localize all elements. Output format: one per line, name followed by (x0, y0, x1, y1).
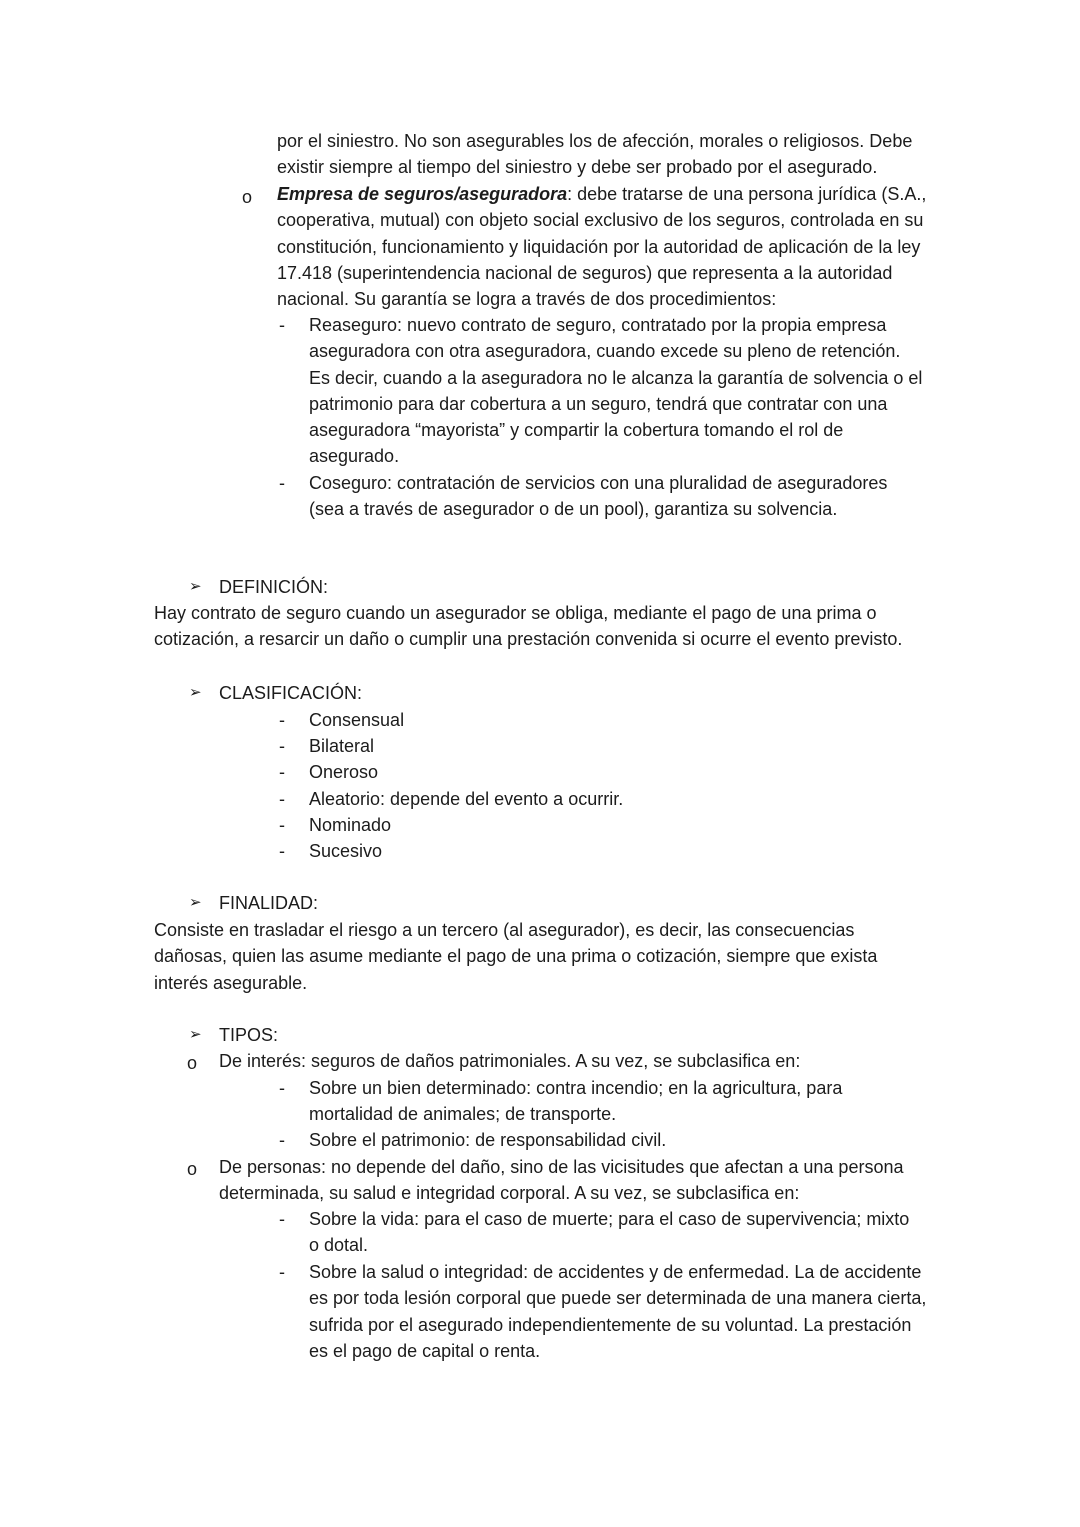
clasificacion-item: Nominado (309, 815, 392, 835)
clasificacion-heading: CLASIFICACIÓN: (219, 683, 363, 703)
finalidad-paragraph: Consiste en trasladar el riesgo a un tercero (al asegurador), es decir, las consecuencias dañosas, quien las asume mediante el pago de una prima o cotización, siempre que exista interés asegurable. (154, 920, 878, 993)
arrow-bullet: ➢ (189, 684, 202, 701)
circle-bullet: o (187, 1159, 198, 1179)
tipos-interes: De interés: seguros de daños patrimoniales. A su vez, se subclasifica en: (219, 1051, 801, 1071)
dash-bullet: - (279, 815, 285, 835)
dash-bullet: - (279, 1209, 285, 1229)
circle-bullet: o (187, 1053, 198, 1073)
empresa-term: Empresa de seguros/aseguradora (277, 184, 568, 204)
dash-bullet: - (279, 473, 285, 493)
finalidad-heading: FINALIDAD: (219, 893, 319, 913)
dash-bullet: - (279, 1078, 285, 1098)
arrow-bullet: ➢ (189, 1026, 202, 1043)
personas-item: Sobre la salud o integridad: de accidentes y de enfermedad. La de accidente es por toda lesión corporal que puede ser determinada de una manera cierta, sufrida por el asegurado independientemente de su voluntad. La prestación es el pago de capital o renta. (309, 1262, 927, 1361)
dash-bullet: - (279, 736, 285, 756)
dash-bullet: - (279, 762, 285, 782)
clasificacion-item: Consensual (309, 710, 405, 730)
clasificacion-item: Oneroso (309, 762, 379, 782)
clasificacion-item: Aleatorio: depende del evento a ocurrir. (309, 789, 624, 809)
dash-bullet: - (279, 841, 285, 861)
dash-bullet: - (279, 1262, 285, 1282)
clasificacion-item: Sucesivo (309, 841, 383, 861)
dash-bullet: - (279, 315, 285, 335)
clasificacion-item: Bilateral (309, 736, 375, 756)
personas-item: Sobre la vida: para el caso de muerte; para el caso de supervivencia; mixto o dotal. (309, 1209, 910, 1256)
empresa-paragraph (277, 181, 927, 312)
definicion-heading: DEFINICIÓN: (219, 577, 329, 597)
arrow-bullet: ➢ (189, 894, 202, 911)
tipos-personas: De personas: no depende del daño, sino de las vicisitudes que afectan a una persona determinada, su salud e integridad corporal. A su vez, se subclasifica en: (219, 1157, 904, 1204)
empresa-text: : debe tratarse de una persona jurídica (S.A., cooperativa, mutual) con objeto social exclusivo de los seguros, controlada en su constitución, funcionamiento y liquidación por la autoridad de aplicación de la ley 17.418 (superintendencia nacional de seguros) que representa a la autoridad nacional. Su garantía se logra a través de dos procedimientos: (277, 184, 927, 310)
interes-item: Sobre un bien determinado: contra incendio; en la agricultura, para mortalidad de animales; de transporte. (309, 1078, 843, 1125)
tipos-heading: TIPOS: (219, 1025, 279, 1045)
dash-bullet: - (279, 710, 285, 730)
dash-bullet: - (279, 789, 285, 809)
coseguro-item: Coseguro: contratación de servicios con una pluralidad de aseguradores (sea a través de asegurador o de un pool), garantiza su solvencia. (309, 473, 888, 520)
reaseguro-item: Reaseguro: nuevo contrato de seguro, contratado por la propia empresa aseguradora con otra aseguradora, cuando excede su pleno de retención. Es decir, cuando a la aseguradora no le alcanza la garantía de solvencia o el patrimonio para dar cobertura a un seguro, tendrá que contratar con una aseguradora “mayorista” y compartir la cobertura tomando el rol de asegurado. (309, 315, 923, 467)
interes-item: Sobre el patrimonio: de responsabilidad civil. (309, 1130, 667, 1150)
continuation-paragraph: por el siniestro. No son asegurables los de afección, morales o religiosos. Debe existir siempre al tiempo del siniestro y debe ser probado por el asegurado. (277, 131, 913, 178)
arrow-bullet: ➢ (189, 578, 202, 595)
circle-bullet: o (242, 187, 253, 207)
definicion-paragraph: Hay contrato de seguro cuando un asegurador se obliga, mediante el pago de una prima o cotización, a resarcir un daño o cumplir una prestación convenida si ocurre el evento previsto. (154, 603, 903, 650)
dash-bullet: - (279, 1130, 285, 1150)
